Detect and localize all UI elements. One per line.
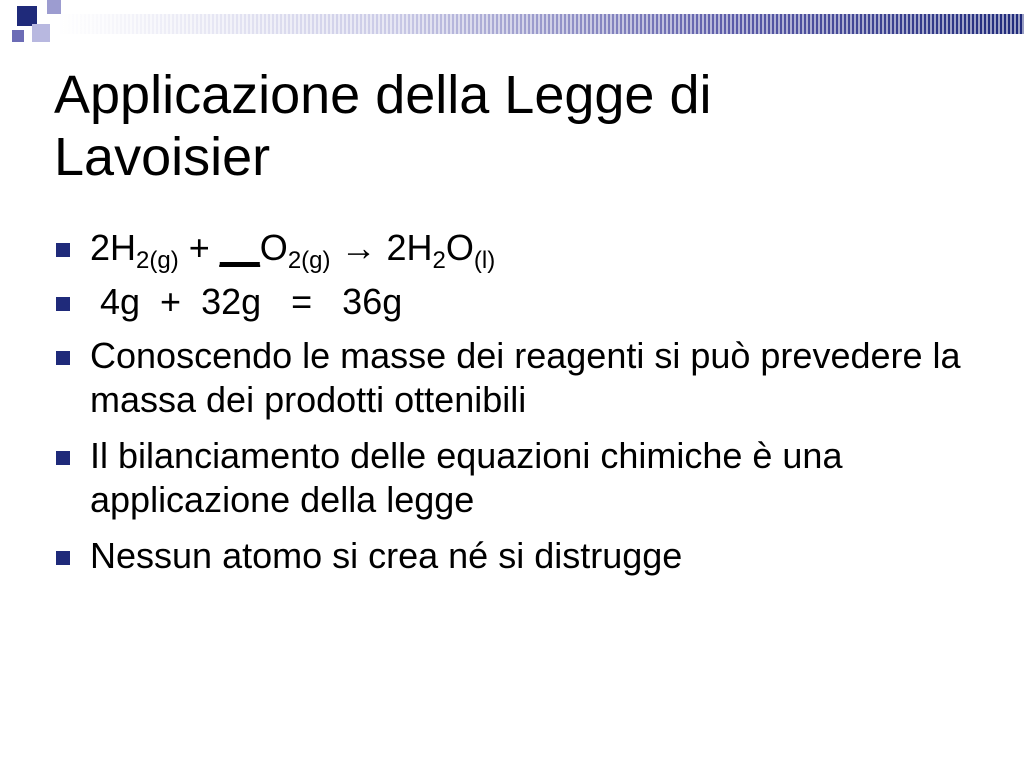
masses-text: 4g + 32g = 36g [90,281,403,322]
bullet-square-icon [56,351,70,365]
eq-arrow: → [330,227,387,268]
bullet-square-icon [56,451,70,465]
title-line-2: Lavoisier [54,127,271,187]
eq-sub1: 2(g) [136,247,179,274]
bullet-text: Conoscendo le masse dei reagenti si può prevedere la massa dei prodotti ottenibili [90,335,961,420]
eq-oxygen-2: O [445,227,474,268]
eq-sub3: 2 [432,247,446,274]
header-band [58,14,1024,34]
bullet-square-icon [56,551,70,565]
logo-square [12,30,24,42]
bullet-balancing [56,434,996,522]
bullet-text: Nessun atomo si crea né si distrugge [90,535,683,576]
bullet-text: Il bilanciamento delle equazioni chimiche è una applicazione della legge [90,435,843,520]
title-line-1: Applicazione della Legge di [54,65,712,125]
eq-plus: + [178,227,220,268]
eq-blank: __ [219,227,260,268]
bullet-atoms [56,534,996,578]
eq-sub4: (l) [473,247,496,274]
bullet-reagents [56,334,996,422]
bullet-equation [56,226,996,274]
bullet-square-icon [56,297,70,311]
eq-sub2: 2(g) [287,247,331,274]
header-band-pattern [58,14,1024,34]
logo-square [32,24,50,42]
bullet-masses [56,280,996,324]
eq-coef2: 2H [386,227,433,268]
slide-title [54,64,954,188]
bullet-list [56,226,996,590]
bullet-square-icon [56,243,70,257]
eq-oxygen: O [259,227,288,268]
eq-coef1: 2H [90,227,137,268]
logo-square [47,0,61,14]
logo-square [17,6,37,26]
